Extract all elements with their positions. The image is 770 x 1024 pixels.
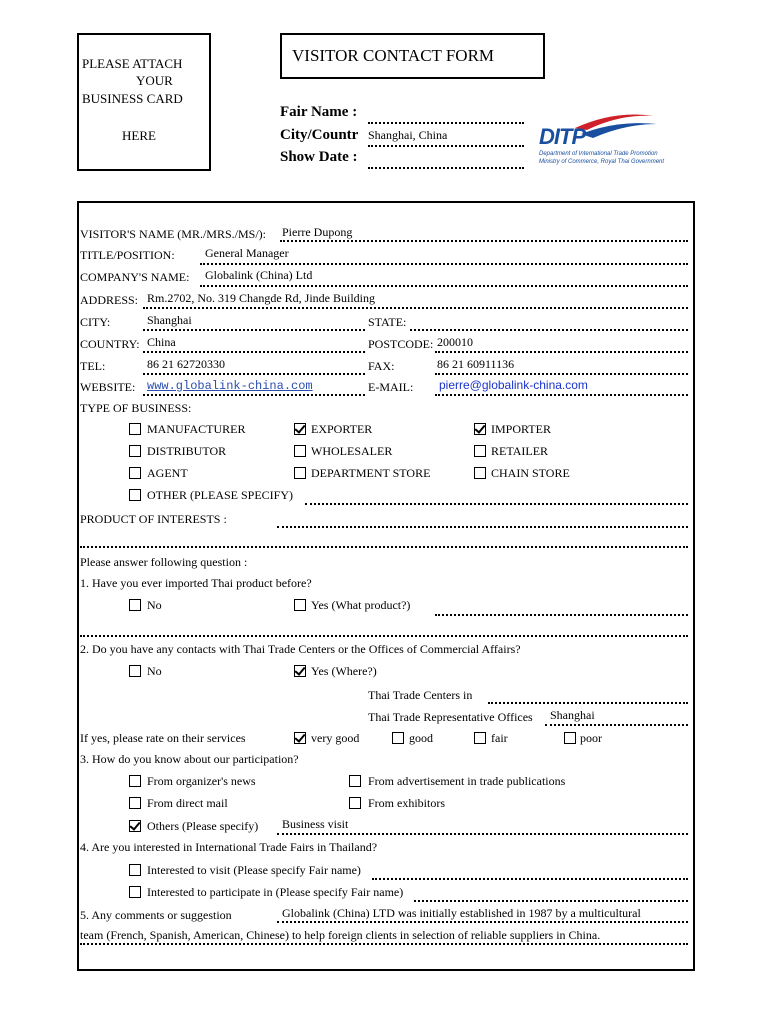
- department-store-label: DEPARTMENT STORE: [311, 466, 431, 480]
- q3-news-label: From organizer's news: [147, 774, 256, 788]
- rate-label: If yes, please rate on their services: [80, 731, 246, 745]
- q3-exhibitors-checkbox[interactable]: [349, 797, 361, 809]
- fair-name-label: Fair Name :: [280, 104, 358, 120]
- card-line2: YOUR: [136, 73, 173, 88]
- q3-mail-checkbox[interactable]: [129, 797, 141, 809]
- rate-poor-checkbox[interactable]: [564, 732, 576, 744]
- fax-label: FAX:: [368, 359, 395, 373]
- distributor-label: DISTRIBUTOR: [147, 444, 227, 458]
- q2-centers-label: Thai Trade Centers in: [368, 688, 473, 702]
- state-label: STATE:: [368, 315, 407, 329]
- postcode-value: 200010: [437, 335, 473, 349]
- city-country-label: City/Countr: [280, 127, 359, 143]
- importer-checkbox[interactable]: [474, 423, 486, 435]
- q4-participate-checkbox[interactable]: [129, 886, 141, 898]
- rate-fair-checkbox[interactable]: [474, 732, 486, 744]
- rate-poor-label: poor: [580, 731, 602, 745]
- retailer-checkbox[interactable]: [474, 445, 486, 457]
- other-label: OTHER (PLEASE SPECIFY): [147, 488, 294, 502]
- company-value: Globalink (China) Ltd: [205, 268, 313, 282]
- chain-store-label: CHAIN STORE: [491, 466, 570, 480]
- title-field[interactable]: [200, 263, 688, 265]
- fax-value: 86 21 60911136: [437, 357, 515, 371]
- ditp-logo-text: DITP: [539, 124, 586, 149]
- title-label: TITLE/POSITION:: [80, 248, 175, 262]
- q2-centers-field[interactable]: [488, 702, 688, 704]
- wholesaler-checkbox[interactable]: [294, 445, 306, 457]
- email-label: E-MAIL:: [368, 380, 414, 394]
- postcode-label: POSTCODE:: [368, 337, 434, 351]
- city-country-value: Shanghai, China: [368, 128, 448, 142]
- country-field[interactable]: [143, 351, 365, 353]
- address-value: Rm.2702, No. 319 Changde Rd, Jinde Building: [147, 291, 375, 305]
- q4-visit-label: Interested to visit (Please specify Fair name): [147, 863, 361, 877]
- website-field[interactable]: [143, 394, 365, 396]
- q1-no-checkbox[interactable]: [129, 599, 141, 611]
- q1-yes-label: Yes (What product?): [311, 598, 411, 612]
- product-label: PRODUCT OF INTERESTS :: [80, 512, 227, 526]
- q3-exhibitors-label: From exhibitors: [368, 796, 445, 810]
- product-field-1[interactable]: [277, 526, 688, 528]
- email-value[interactable]: pierre@globalink-china.com: [439, 378, 588, 392]
- retailer-label: RETAILER: [491, 444, 549, 458]
- q3-others-field[interactable]: [277, 833, 688, 835]
- q2-offices-field[interactable]: [545, 724, 688, 726]
- fair-name-field[interactable]: [368, 122, 524, 124]
- q3-mail-label: From direct mail: [147, 796, 228, 810]
- q5-field-2[interactable]: [80, 943, 688, 945]
- city-label: CITY:: [80, 315, 111, 329]
- q4-participate-label: Interested to participate in (Please specify Fair name): [147, 885, 404, 899]
- rate-fair-label: fair: [491, 731, 508, 745]
- distributor-checkbox[interactable]: [129, 445, 141, 457]
- q2-yes-label: Yes (Where?): [311, 664, 377, 678]
- visitor-name-label: VISITOR'S NAME (MR./MRS./MS/):: [80, 227, 266, 241]
- fax-field[interactable]: [435, 373, 688, 375]
- chain-store-checkbox[interactable]: [474, 467, 486, 479]
- business-type-label: TYPE OF BUSINESS:: [80, 401, 192, 415]
- q2-no-checkbox[interactable]: [129, 665, 141, 677]
- city-field[interactable]: [143, 329, 365, 331]
- q3-adv-checkbox[interactable]: [349, 775, 361, 787]
- q5-text: 5. Any comments or suggestion: [80, 908, 232, 922]
- address-label: ADDRESS:: [80, 293, 139, 307]
- q3-text: 3. How do you know about our participation?: [80, 752, 299, 766]
- product-field-2[interactable]: [80, 546, 688, 548]
- ditp-logo-line1: Department of International Trade Promotion: [539, 151, 658, 157]
- q4-visit-checkbox[interactable]: [129, 864, 141, 876]
- q1-yes-checkbox[interactable]: [294, 599, 306, 611]
- ditp-logo-line2: Ministry of Commerce, Royal Thai Government: [539, 159, 665, 165]
- ditp-logo: [535, 110, 665, 170]
- q4-visit-field[interactable]: [372, 878, 688, 880]
- q3-news-checkbox[interactable]: [129, 775, 141, 787]
- email-field[interactable]: [435, 394, 688, 396]
- agent-label: AGENT: [147, 466, 188, 480]
- company-label: COMPANY'S NAME:: [80, 270, 190, 284]
- postcode-field[interactable]: [435, 351, 688, 353]
- country-label: COUNTRY:: [80, 337, 140, 351]
- card-line1: PLEASE ATTACH: [82, 56, 183, 71]
- card-line4: HERE: [122, 128, 156, 143]
- q3-others-checkbox[interactable]: [129, 820, 141, 832]
- q2-yes-checkbox[interactable]: [294, 665, 306, 677]
- q3-adv-label: From advertisement in trade publications: [368, 774, 566, 788]
- form-title: VISITOR CONTACT FORM: [292, 46, 495, 65]
- company-field[interactable]: [200, 285, 688, 287]
- visitor-name-field[interactable]: [280, 240, 688, 242]
- q5-field-1[interactable]: [277, 921, 688, 923]
- rate-very-good-label: very good: [311, 731, 360, 745]
- q1-text: 1. Have you ever imported Thai product before?: [80, 576, 312, 590]
- card-line3: BUSINESS CARD: [82, 91, 183, 106]
- manufacturer-checkbox[interactable]: [129, 423, 141, 435]
- other-field[interactable]: [305, 503, 688, 505]
- q4-participate-field[interactable]: [414, 900, 688, 902]
- city-value: Shanghai: [147, 313, 192, 327]
- exporter-label: EXPORTER: [311, 422, 373, 436]
- tel-label: TEL:: [80, 359, 106, 373]
- show-date-field[interactable]: [368, 167, 524, 169]
- visitor-name-value: Pierre Dupong: [282, 225, 353, 239]
- website-value[interactable]: www.globalink-china.com: [147, 379, 313, 393]
- q1-no-label: No: [147, 598, 162, 612]
- tel-value: 86 21 62720330: [147, 357, 225, 371]
- q4-text: 4. Are you interested in International Trade Fairs in Thailand?: [80, 840, 378, 854]
- q3-others-label: Others (Please specify): [147, 819, 259, 833]
- tel-field[interactable]: [143, 373, 365, 375]
- rate-very-good-checkbox[interactable]: [294, 732, 306, 744]
- department-store-checkbox[interactable]: [294, 467, 306, 479]
- q2-offices-label: Thai Trade Representative Offices: [368, 710, 533, 724]
- agent-checkbox[interactable]: [129, 467, 141, 479]
- q5-value-line2: team (French, Spanish, American, Chinese) to help foreign clients in selection of reliable suppliers in China.: [80, 928, 601, 942]
- state-field[interactable]: [410, 329, 688, 331]
- other-checkbox[interactable]: [129, 489, 141, 501]
- country-value: China: [147, 335, 176, 349]
- q1-product-field-1[interactable]: [435, 614, 688, 616]
- importer-label: IMPORTER: [491, 422, 551, 436]
- address-field[interactable]: [143, 307, 688, 309]
- q2-offices-value: Shanghai: [550, 708, 595, 722]
- website-label: WEBSITE:: [80, 380, 136, 394]
- q2-no-label: No: [147, 664, 162, 678]
- show-date-label: Show Date :: [280, 149, 358, 165]
- q3-others-value: Business visit: [282, 817, 349, 831]
- wholesaler-label: WHOLESALER: [311, 444, 393, 458]
- exporter-checkbox[interactable]: [294, 423, 306, 435]
- manufacturer-label: MANUFACTURER: [147, 422, 246, 436]
- q1-product-field-2[interactable]: [80, 635, 688, 637]
- rate-good-checkbox[interactable]: [392, 732, 404, 744]
- rate-good-label: good: [409, 731, 433, 745]
- q5-value-line1: Globalink (China) LTD was initially established in 1987 by a multicultural: [282, 906, 641, 920]
- city-country-field[interactable]: [368, 145, 524, 147]
- questions-intro: Please answer following question :: [80, 555, 248, 569]
- q2-text: 2. Do you have any contacts with Thai Trade Centers or the Offices of Commercial Affairs?: [80, 642, 521, 656]
- title-value: General Manager: [205, 246, 289, 260]
